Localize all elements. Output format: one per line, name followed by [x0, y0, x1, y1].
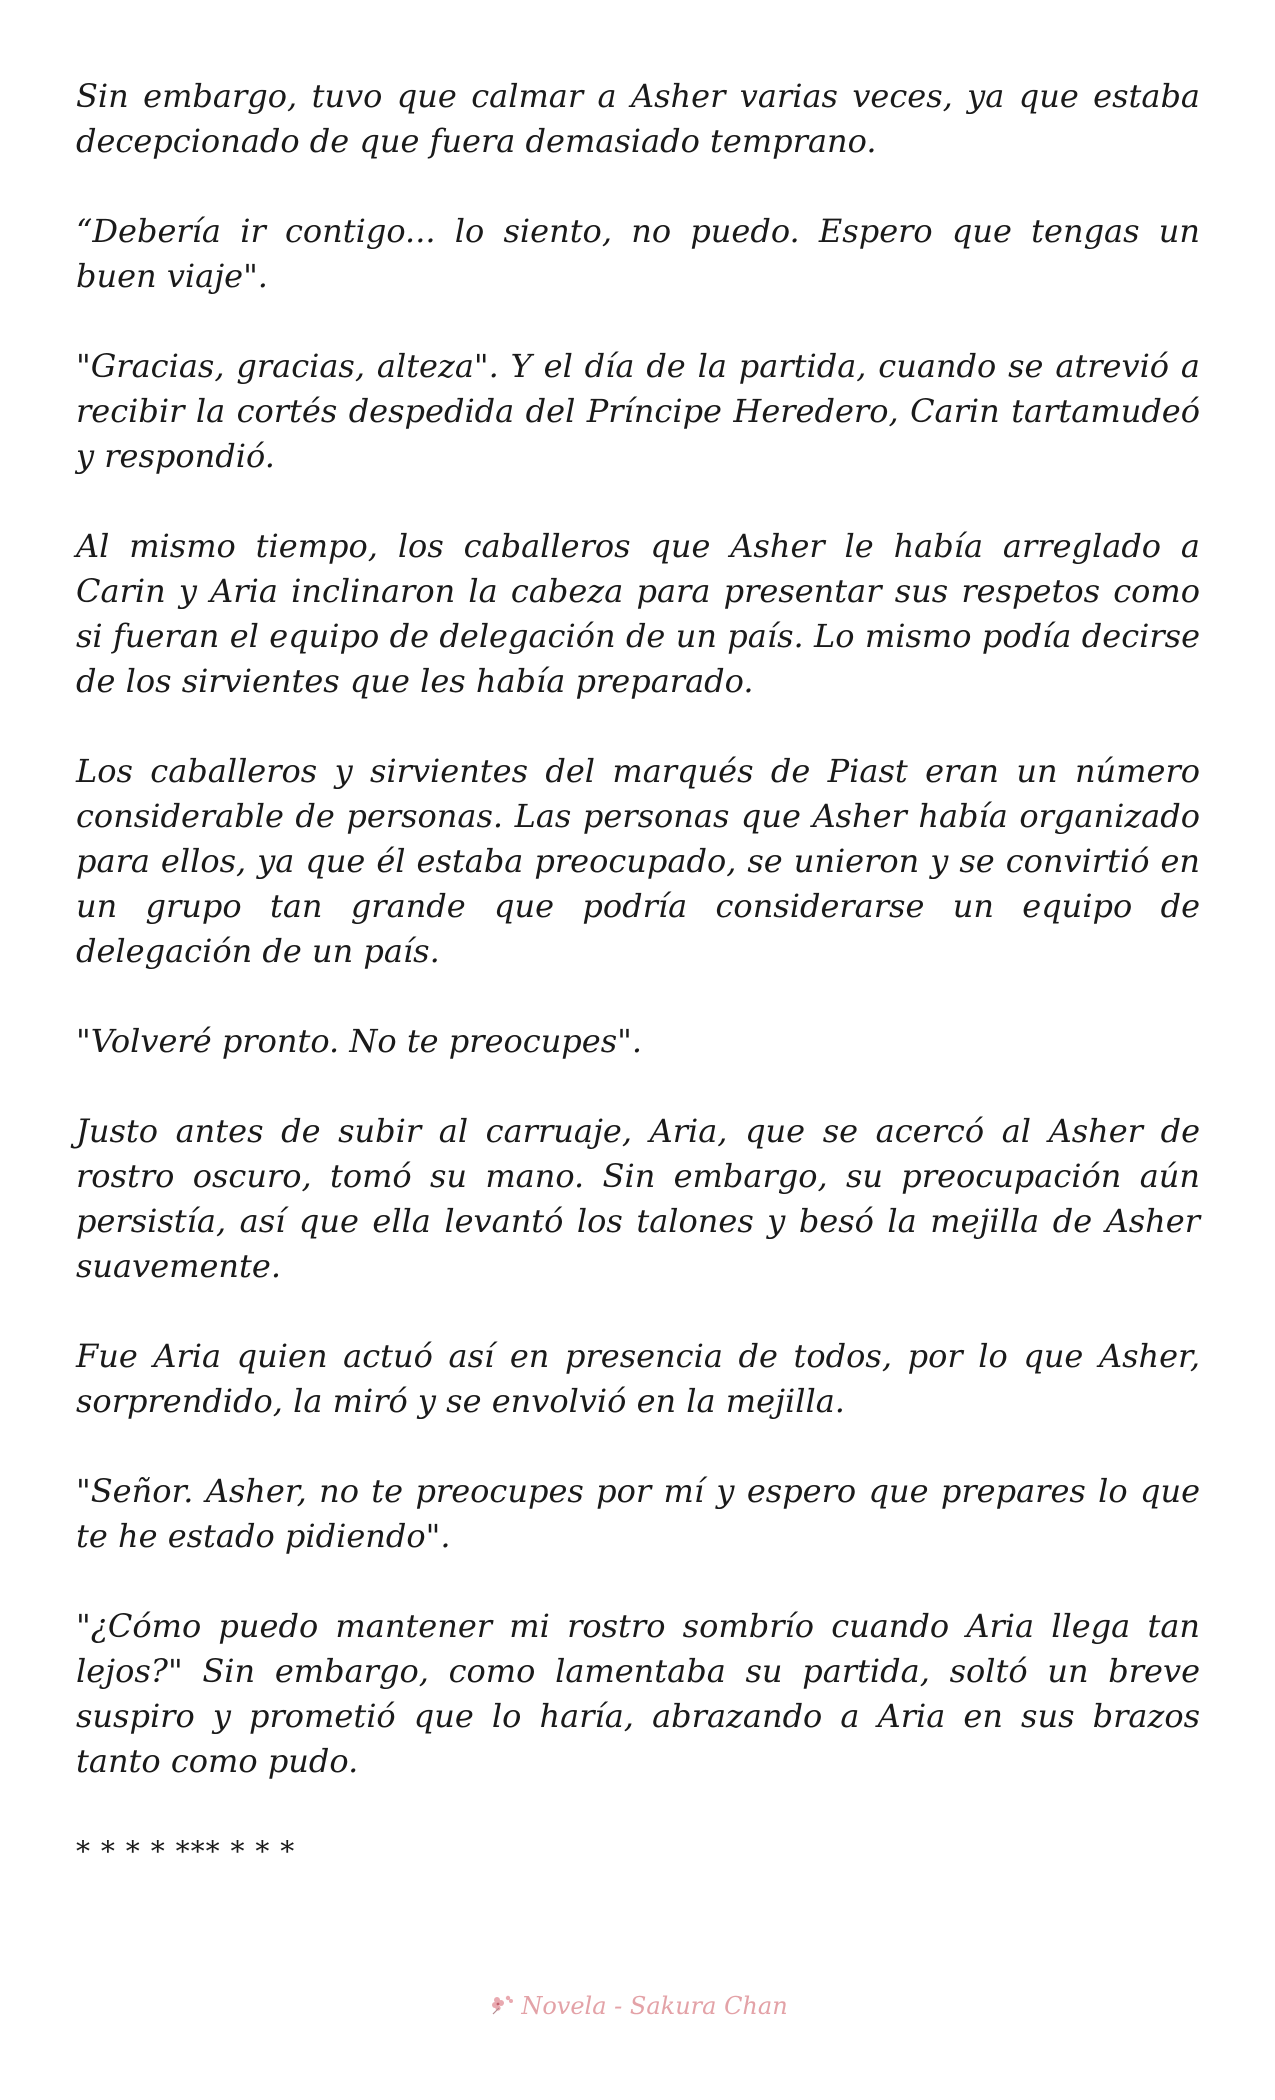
paragraph-10: "¿Cómo puedo mantener mi rostro sombrío cuando Aria llega tan lejos?" Sin embargo, como lamentaba su partida, soltó un breve suspiro y prometió que lo haría, abrazando a Aria en sus brazos tanto como pudo.: [76, 1607, 1200, 1780]
paragraph-4: Al mismo tiempo, los caballeros que Asher le había arreglado a Carin y Aria inclinaron la cabeza para presentar sus respetos como si fueran el equipo de delegación de un país. Lo mismo podía decirse de los sirvientes que les había preparado.: [76, 527, 1200, 700]
paragraph-9: "Señor. Asher, no te preocupes por mí y espero que prepares lo que te he estado pidiendo".: [76, 1472, 1200, 1555]
paragraph-2: “Debería ir contigo... lo siento, no puedo. Espero que tengas un buen viaje".: [76, 212, 1200, 295]
watermark-text: Novela - Sakura Chan: [521, 1992, 788, 2020]
paragraph-7: Justo antes de subir al carruaje, Aria, que se acercó al Asher de rostro oscuro, tomó su mano. Sin embargo, su preocupación aún persistía, así que ella levantó los talones y besó la mejilla de Asher suavemente.: [76, 1112, 1200, 1285]
sakura-flower-icon: [487, 1992, 517, 2018]
paragraph-3: "Gracias, gracias, alteza". Y el día de la partida, cuando se atrevió a recibir la cortés despedida del Príncipe Heredero, Carin tartamudeó y respondió.: [76, 347, 1200, 475]
paragraph-6: "Volveré pronto. No te preocupes".: [76, 1022, 643, 1060]
paragraph-5: Los caballeros y sirvientes del marqués de Piast eran un número considerable de personas. Las personas que Asher había organizado para ellos, ya que él estaba preocupado, se unieron y se convirtió en un grupo tan grande que podría considerarse un equipo de delegación de un país.: [76, 752, 1200, 970]
section-separator: * * * * *** * * *: [76, 1835, 296, 1868]
paragraph-8: Fue Aria quien actuó así en presencia de todos, por lo que Asher, sorprendido, la miró y se envolvió en la mejilla.: [76, 1337, 1200, 1420]
watermark: [0, 1992, 1275, 2020]
document-body: [76, 74, 1200, 1874]
paragraph-1: Sin embargo, tuvo que calmar a Asher varias veces, ya que estaba decepcionado de que fuera demasiado temprano.: [76, 77, 1200, 160]
